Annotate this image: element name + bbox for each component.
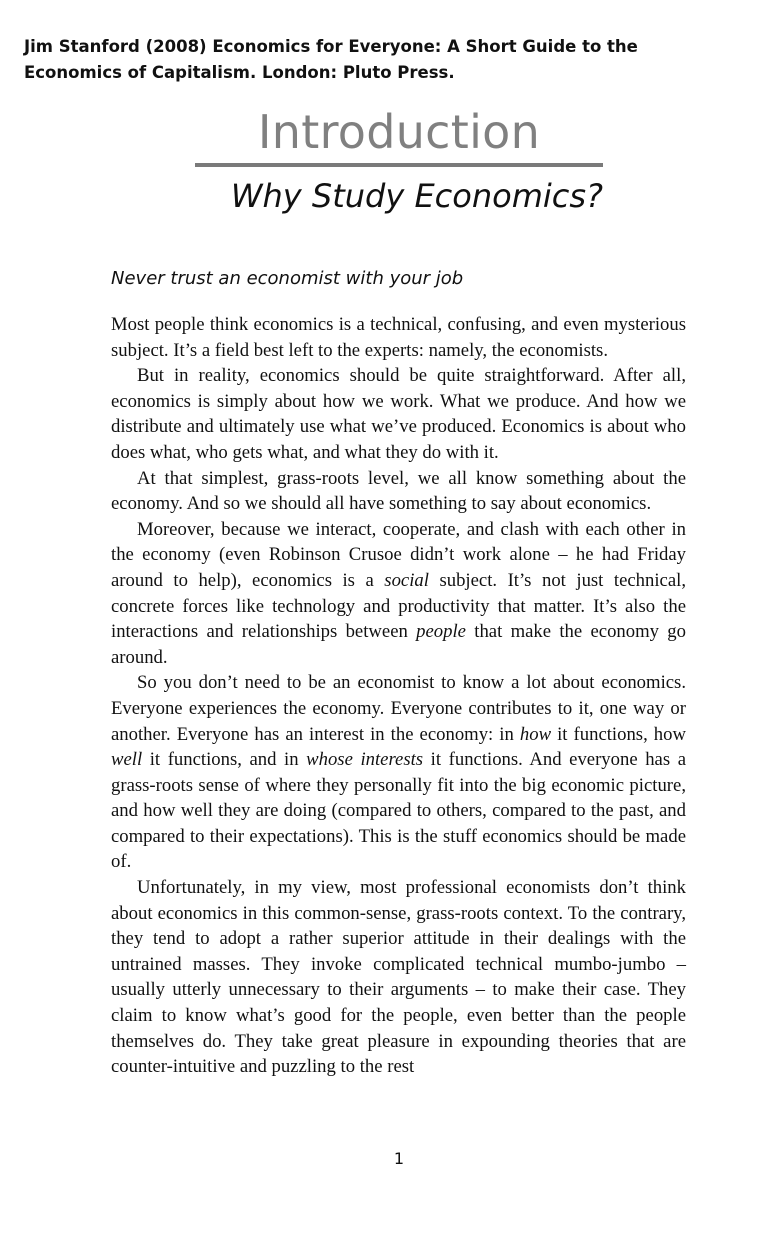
section-heading: Never trust an economist with your job	[111, 268, 464, 289]
emphasis-social: social	[384, 569, 429, 591]
citation-line-2: Economics of Capitalism. London: Pluto Press.	[24, 63, 455, 82]
paragraph-5-text-a: So you don’t need to be an economist to know a lot about economics. Everyone experiences the economy. Everyone contributes to it, one way or another. Everyone has an interest in the economy: in	[111, 672, 686, 745]
paragraph-5-text-c: it functions, how	[551, 723, 686, 745]
paragraph-5-text-g: it functions. And everyone has a grass-roots sense of where they personally fit into the big economic picture, and how well they are doing (compared to others, compared to the past, and compared to their expectations). This is the stuff economics should be made of.	[111, 749, 686, 873]
paragraph-1: Most people think economics is a technical, confusing, and even mysterious subject. It’s a field best left to the experts: namely, the economists.	[111, 314, 686, 361]
emphasis-how: how	[519, 723, 552, 745]
chapter-divider	[195, 163, 603, 167]
emphasis-people: people	[416, 621, 466, 643]
paragraph-4-text-c: subject. It’s not just technical, concrete forces like technology and productivity that matter. It’s also the interactions and relationships between	[111, 569, 687, 643]
chapter-heading	[195, 104, 603, 218]
paragraph-4	[111, 517, 686, 671]
paragraph-4-text-a: Moreover, because we interact, cooperate, and clash with each other in the economy (even Robinson Crusoe didn’t work alone – he had Friday around to help), economics is a	[111, 518, 686, 591]
paragraph-5	[111, 670, 686, 875]
paragraph-5-text-e: it functions, and in	[142, 749, 307, 771]
emphasis-whose-interests: whose interests	[306, 749, 424, 771]
emphasis-well: well	[111, 749, 143, 771]
chapter-title: Why Study Economics?	[230, 177, 603, 215]
body-text	[111, 312, 686, 1080]
chapter-label: Introduction	[257, 105, 541, 159]
paragraph-3: At that simplest, grass-roots level, we all know something about the economy. And so we should all have something to say about economics.	[111, 467, 686, 515]
paragraph-2: But in reality, economics should be quite straightforward. After all, economics is simply about how we work. What we produce. And how we distribute and ultimately use what we’ve produced. Economics is about who does what, who gets what, and what they do with it.	[111, 365, 686, 463]
paragraph-4-text-e: that make the economy go around.	[111, 621, 686, 668]
citation-header	[24, 34, 744, 86]
paragraph-6: Unfortunately, in my view, most professional economists don’t think about economics in this common-sense, grass-roots context. To the contrary, they tend to adopt a rather superior attitude in their dealings with the untrained masses. They invoke complicated technical mumbo-jumbo – usually utterly unnecessary to their arguments – to make their case. They claim to know what’s good for the people, even better than the people themselves do. They take great pleasure in expounding theories that are counter-intuitive and puzzling to the rest	[111, 877, 686, 1078]
citation-line-1: Jim Stanford (2008) Economics for Everyone: A Short Guide to the	[24, 37, 638, 56]
page-number: 1	[393, 1149, 405, 1168]
